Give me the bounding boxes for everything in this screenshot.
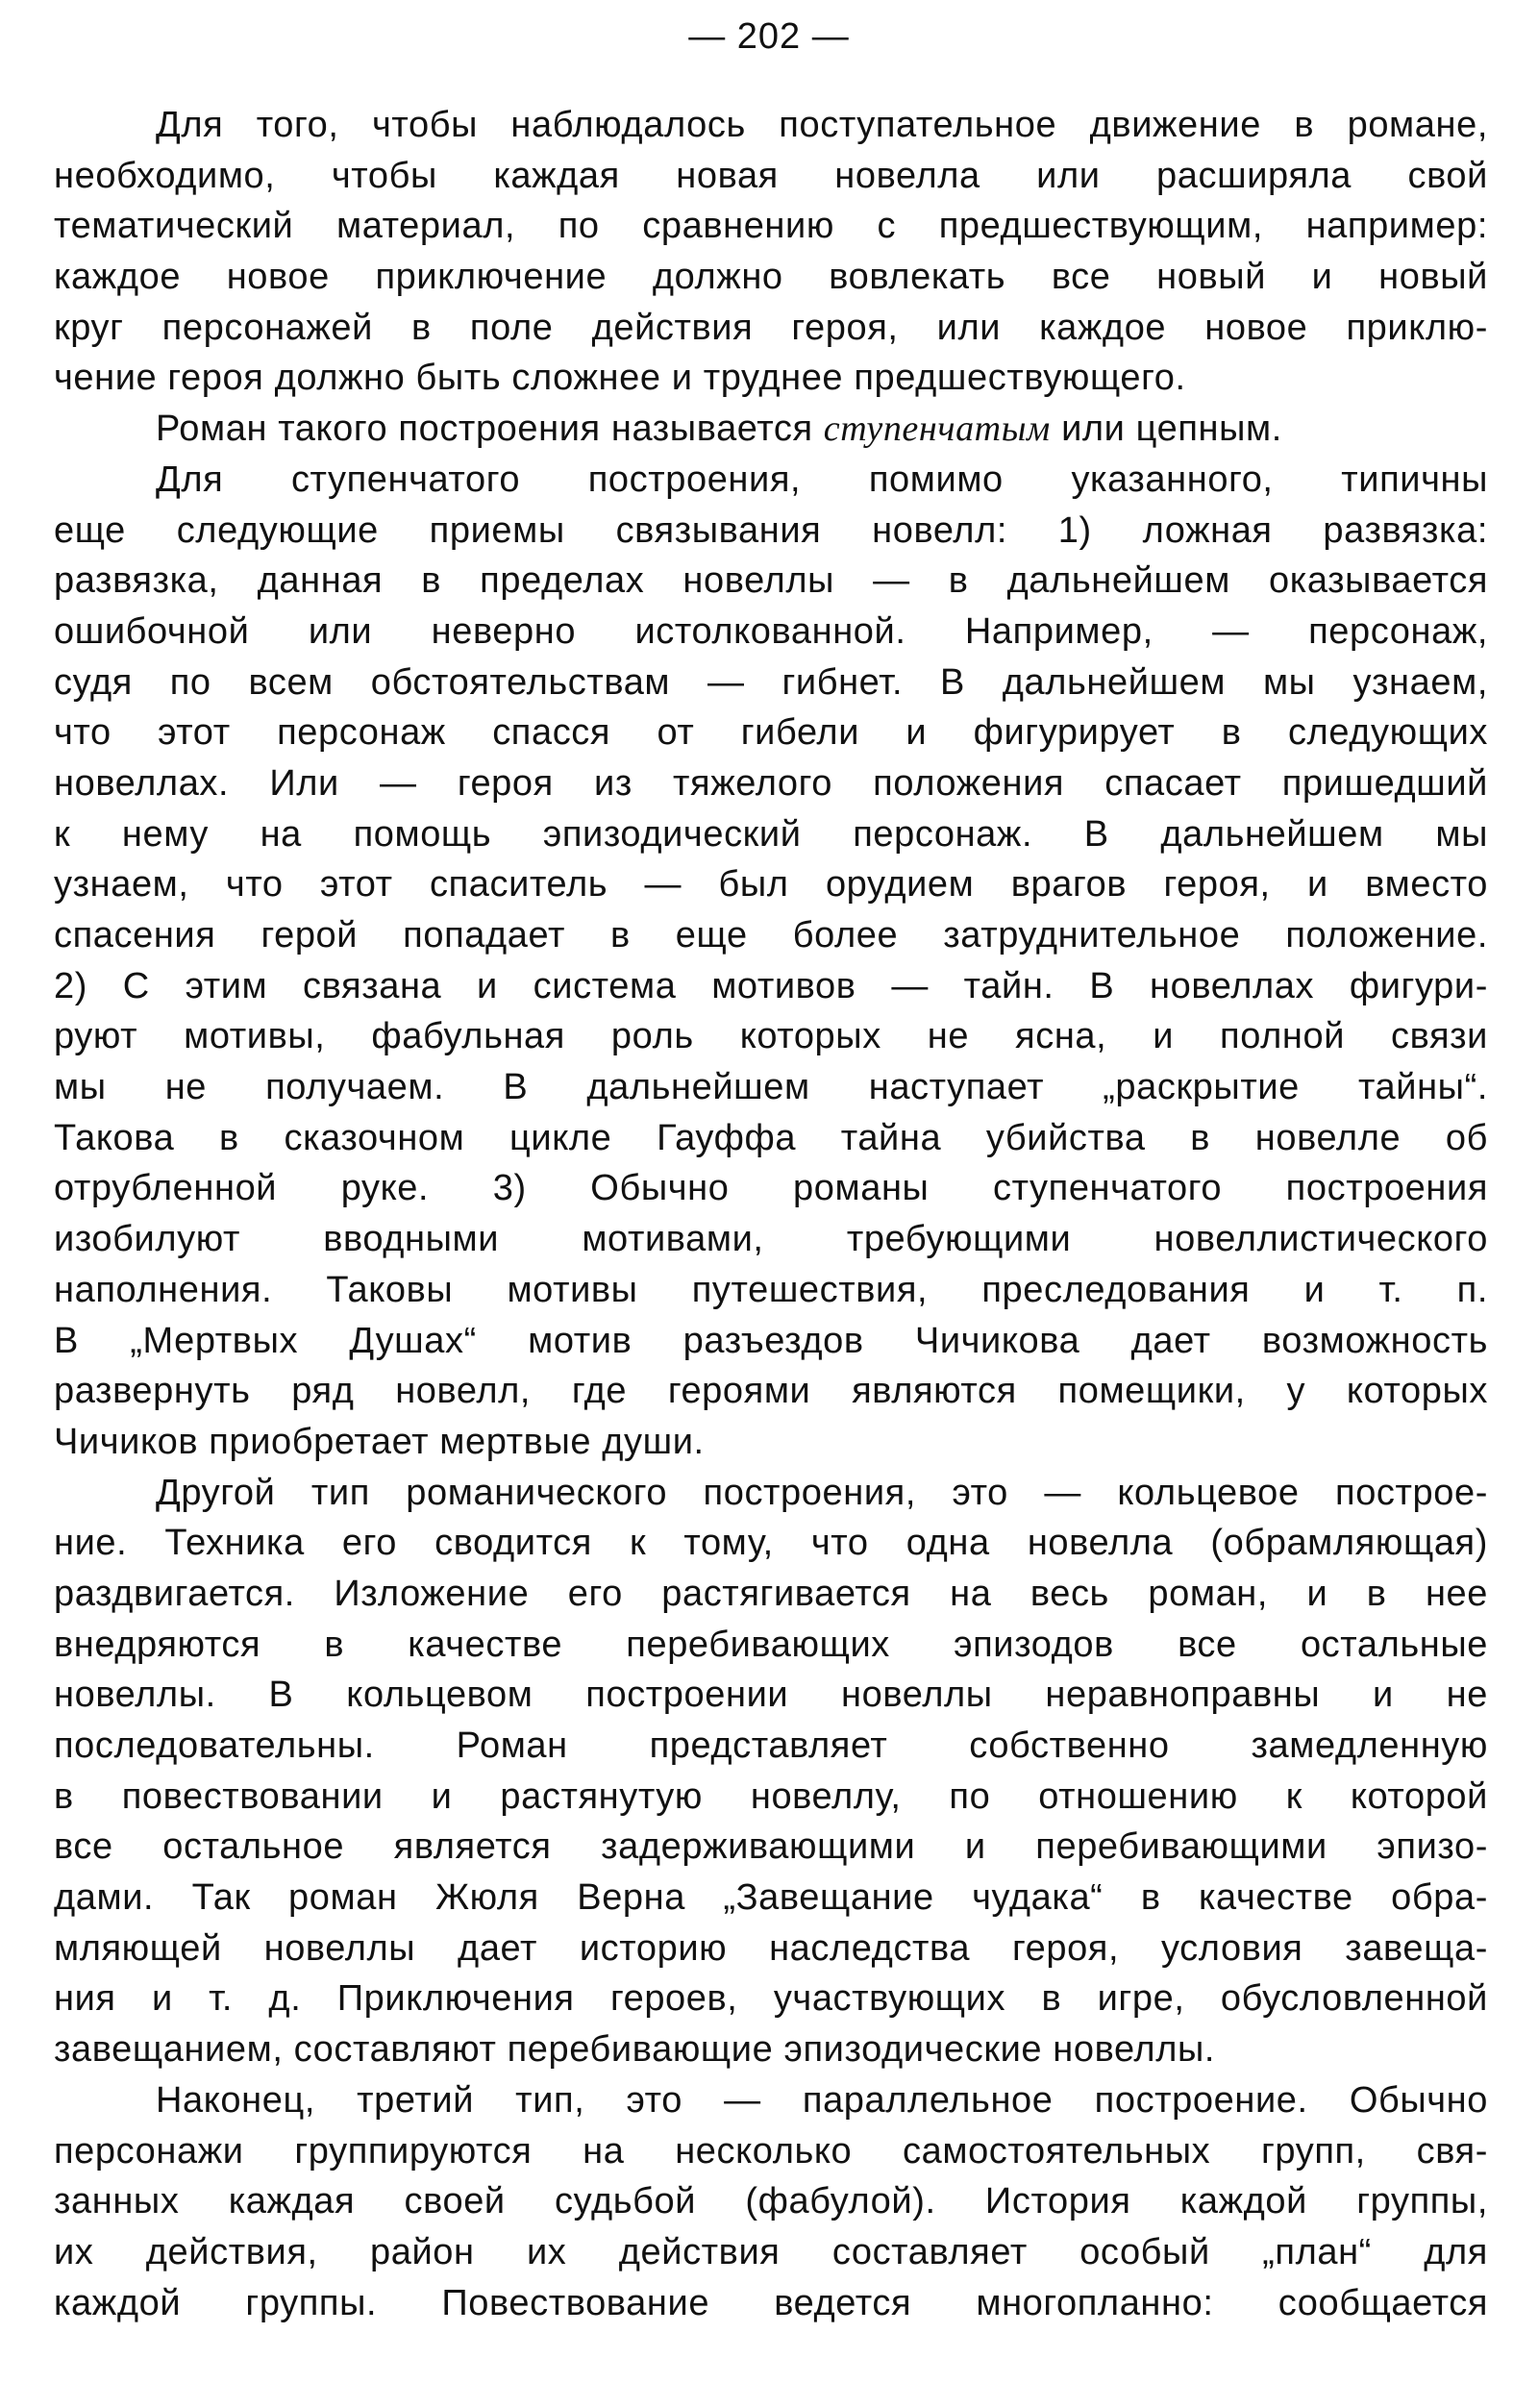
text-line: раздвигается. Изложение его растягивается на весь роман, и в нее — [54, 1573, 1488, 1614]
paragraph — [54, 2075, 1488, 2328]
text-line: внедряются в качестве перебивающих эпизодов все остальные — [54, 1624, 1488, 1665]
text-line: новеллы. В кольцевом построении новеллы неравноправны и не — [54, 1675, 1488, 1716]
page-number: — 202 — — [688, 16, 850, 57]
paragraph — [54, 1468, 1488, 2075]
text-line: ния и т. д. Приключения героев, участвующих в игре, обусловленной — [54, 1978, 1488, 2020]
text-line: завещанием, составляют перебивающие эпизодические новеллы. — [54, 2029, 1216, 2071]
text-line: мляющей новеллы дает историю наследства героя, условия завеща- — [54, 1927, 1488, 1969]
text-line: развернуть ряд новелл, где героями являются помещики, у которых — [54, 1371, 1488, 1412]
text-line: персонажи группируются на несколько самостоятельных групп, свя- — [54, 2130, 1488, 2172]
text-line: Такова в сказочном цикле Гауффа тайна убийства в новелле об — [54, 1117, 1488, 1158]
text-line: Для ступенчатого построения, помимо указанного, типичны — [156, 459, 1488, 500]
text-line: все остальное является задерживающими и перебивающими эпизо- — [54, 1826, 1488, 1868]
text-line: руют мотивы, фабульная роль которых не ясна, и полной связи — [54, 1016, 1488, 1057]
text-line: 2) С этим связана и система мотивов — тайн. В новеллах фигури- — [54, 965, 1488, 1006]
text-line: отрубленной руке. 3) Обычно романы ступенчатого построения — [54, 1168, 1488, 1209]
text-line: дами. Так роман Жюля Верна „Завещание чудака“ в качестве обра- — [54, 1877, 1488, 1919]
text-line: В „Мертвых Душах“ мотив разъездов Чичикова дает возможность — [54, 1320, 1488, 1361]
text-line: мы не получаем. В дальнейшем наступает „раскрытие тайны“. — [54, 1067, 1488, 1108]
paragraph — [54, 455, 1488, 1468]
text-line: изобилуют вводными мотивами, требующими новеллистического — [54, 1219, 1488, 1260]
text-line: их действия, район их действия составляет особый „план“ для — [54, 2231, 1488, 2272]
text-line: узнаем, что этот спаситель — был орудием врагов героя, и вместо — [54, 864, 1488, 906]
text-line: еще следующие приемы связывания новелл: 1) ложная развязка: — [54, 509, 1488, 551]
paragraph — [54, 100, 1488, 404]
text-line: тематический материал, по сравнению с предшествующим, например: — [54, 206, 1488, 247]
text-line: Роман такого построения называется ступенчатым или цепным. — [156, 409, 1282, 450]
text-line: что этот персонаж спасся от гибели и фигурирует в следующих — [54, 712, 1488, 754]
text-line: спасения герой попадает в еще более затруднительное положение. — [54, 915, 1488, 956]
text-line: Другой тип романического построения, это — кольцевое построе- — [156, 1472, 1488, 1513]
text-line: в повествовании и растянутую новеллу, по отношению к которой — [54, 1775, 1488, 1817]
text-line: Для того, чтобы наблюдалось поступательное движение в романе, — [156, 105, 1488, 145]
emphasized-term: ступенчатым — [823, 409, 1051, 450]
text-line: судя по всем обстоятельствам — гибнет. В дальнейшем мы узнаем, — [54, 661, 1488, 703]
text-line: наполнения. Таковы мотивы путешествия, преследования и т. п. — [54, 1269, 1488, 1310]
text-line: ошибочной или неверно истолкованной. Например, — персонаж, — [54, 610, 1488, 652]
text-line: занных каждая своей судьбой (фабулой). История каждой группы, — [54, 2181, 1488, 2222]
text-line: Чичиков приобретает мертвые души. — [54, 1421, 705, 1462]
paragraph — [54, 404, 1488, 455]
text-line: к нему на помощь эпизодический персонаж. В дальнейшем мы — [54, 813, 1488, 855]
text-line: последовательны. Роман представляет собственно замедленную — [54, 1725, 1488, 1766]
text-line: Наконец, третий тип, это — параллельное построение. Обычно — [156, 2079, 1488, 2121]
text-line: круг персонажей в поле действия героя, или каждое новое приклю- — [54, 307, 1488, 348]
text-line: чение героя должно быть сложнее и труднее предшествующего. — [54, 358, 1186, 399]
text-line: ние. Техника его сводится к тому, что одна новелла (обрамляющая) — [54, 1523, 1488, 1564]
text-line: развязка, данная в пределах новеллы — в дальнейшем оказывается — [54, 560, 1488, 602]
text-line: каждое новое приключение должно вовлекать все новый и новый — [54, 257, 1488, 298]
text-line: новеллах. Или — героя из тяжелого положения спасает пришедший — [54, 762, 1488, 804]
text-line: каждой группы. Повествование ведется многопланно: сообщается — [54, 2282, 1488, 2323]
text-line: необходимо, чтобы каждая новая новелла или расширяла свой — [54, 155, 1488, 196]
body-text — [54, 100, 1488, 2328]
